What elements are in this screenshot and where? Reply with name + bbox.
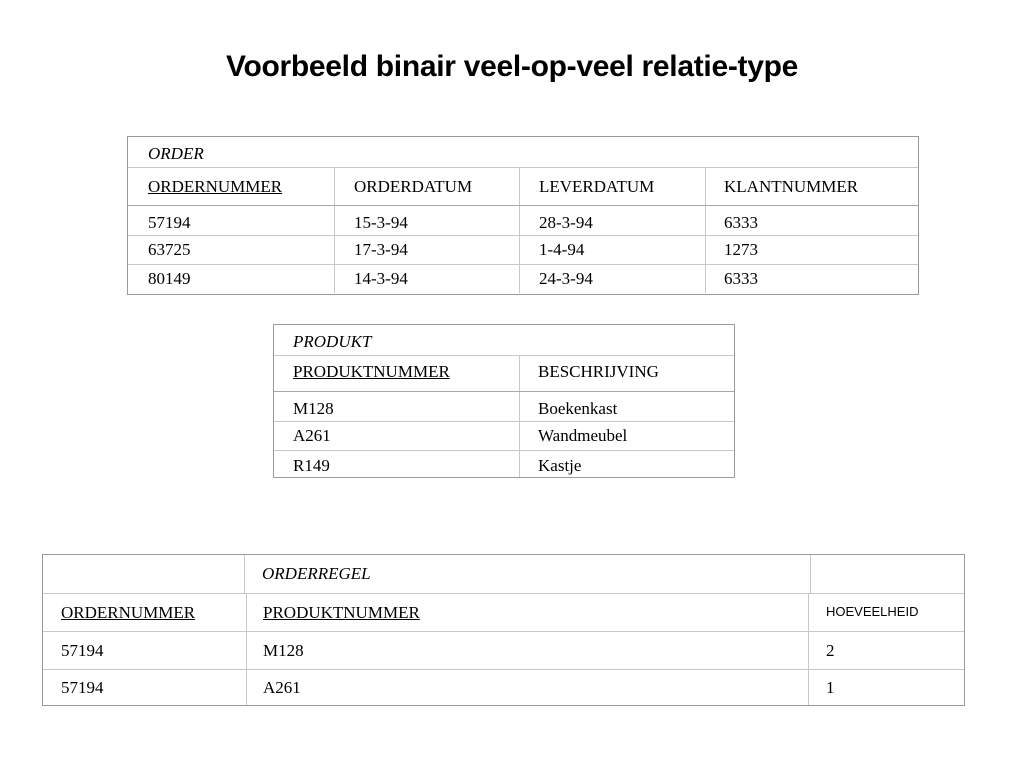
- order-table-name: ORDER: [148, 144, 204, 163]
- produkt-table-name-row: [274, 325, 734, 355]
- produkt-cell-beschrijving: Kastje: [538, 455, 582, 475]
- orderregel-cell-hoeveelheid: 2: [826, 640, 835, 660]
- column-divider: [519, 206, 520, 235]
- order-cell-leverdatum: 24-3-94: [539, 269, 593, 288]
- orderregel-table: [42, 554, 965, 706]
- order-cell-leverdatum: 1-4-94: [539, 240, 585, 259]
- column-divider: [705, 206, 706, 235]
- column-divider: [246, 594, 247, 631]
- orderregel-cell-produktnummer: A261: [263, 677, 301, 697]
- produkt-table-name: PRODUKT: [293, 332, 372, 351]
- order-header-row: [128, 167, 918, 205]
- column-divider: [244, 555, 245, 593]
- orderregel-cell-produktnummer: M128: [263, 640, 304, 660]
- column-divider: [519, 236, 520, 264]
- column-divider: [808, 670, 809, 705]
- column-divider: [519, 451, 520, 477]
- orderregel-header-hoeveelheid: HOEVEELHEID: [826, 603, 919, 619]
- column-divider: [519, 168, 520, 205]
- order-table: [127, 136, 919, 295]
- order-header-klantnummer: KLANTNUMMER: [724, 176, 859, 196]
- order-cell-orderdatum: 15-3-94: [354, 212, 408, 232]
- orderregel-header-produktnummer: PRODUKTNUMMER: [263, 602, 420, 622]
- column-divider: [705, 168, 706, 205]
- column-divider: [808, 632, 809, 669]
- produkt-cell-produktnummer: R149: [293, 455, 330, 475]
- order-cell-leverdatum: 28-3-94: [539, 212, 593, 232]
- produkt-cell-beschrijving: Wandmeubel: [538, 426, 628, 445]
- order-cell-orderdatum: 14-3-94: [354, 269, 408, 288]
- column-divider: [519, 356, 520, 391]
- order-cell-klantnummer: 6333: [724, 212, 758, 232]
- produkt-header-row: [274, 355, 734, 391]
- column-divider: [519, 265, 520, 293]
- order-cell-klantnummer: 6333: [724, 269, 758, 288]
- produkt-header-produktnummer: PRODUKTNUMMER: [293, 361, 450, 381]
- table-row: [128, 205, 918, 235]
- column-divider: [519, 392, 520, 421]
- produkt-cell-produktnummer: M128: [293, 398, 334, 418]
- table-row: [128, 264, 918, 293]
- column-divider: [334, 168, 335, 205]
- orderregel-header-ordernummer: ORDERNUMMER: [61, 602, 196, 622]
- orderregel-cell-ordernummer: 57194: [61, 677, 104, 697]
- column-divider: [705, 265, 706, 293]
- column-divider: [334, 236, 335, 264]
- page-title: Voorbeeld binair veel-op-veel relatie-type: [225, 50, 799, 83]
- produkt-cell-beschrijving: Boekenkast: [538, 398, 618, 418]
- column-divider: [334, 206, 335, 235]
- column-divider: [519, 422, 520, 450]
- order-cell-klantnummer: 1273: [724, 240, 758, 259]
- column-divider: [246, 632, 247, 669]
- column-divider: [246, 670, 247, 705]
- table-row: [274, 391, 734, 421]
- orderregel-table-name-row: [43, 555, 964, 593]
- produkt-header-beschrijving: BESCHRIJVING: [538, 361, 659, 381]
- order-cell-ordernummer: 63725: [148, 240, 191, 259]
- order-header-leverdatum: LEVERDATUM: [539, 176, 655, 196]
- table-row: [43, 631, 964, 669]
- produkt-table: [273, 324, 735, 478]
- order-cell-orderdatum: 17-3-94: [354, 240, 408, 259]
- table-row: [274, 421, 734, 450]
- column-divider: [705, 236, 706, 264]
- column-divider: [808, 594, 809, 631]
- orderregel-header-row: [43, 593, 964, 631]
- table-row: [128, 235, 918, 264]
- order-cell-ordernummer: 57194: [148, 212, 191, 232]
- produkt-cell-produktnummer: A261: [293, 426, 331, 445]
- order-cell-ordernummer: 80149: [148, 269, 191, 288]
- column-divider: [334, 265, 335, 293]
- orderregel-table-name: ORDERREGEL: [262, 564, 371, 583]
- order-table-name-row: [128, 137, 918, 167]
- table-row: [43, 669, 964, 705]
- orderregel-cell-hoeveelheid: 1: [826, 677, 835, 697]
- order-header-ordernummer: ORDERNUMMER: [148, 176, 283, 196]
- table-row: [274, 450, 734, 477]
- order-header-orderdatum: ORDERDATUM: [354, 176, 473, 196]
- orderregel-cell-ordernummer: 57194: [61, 640, 104, 660]
- column-divider: [810, 555, 811, 593]
